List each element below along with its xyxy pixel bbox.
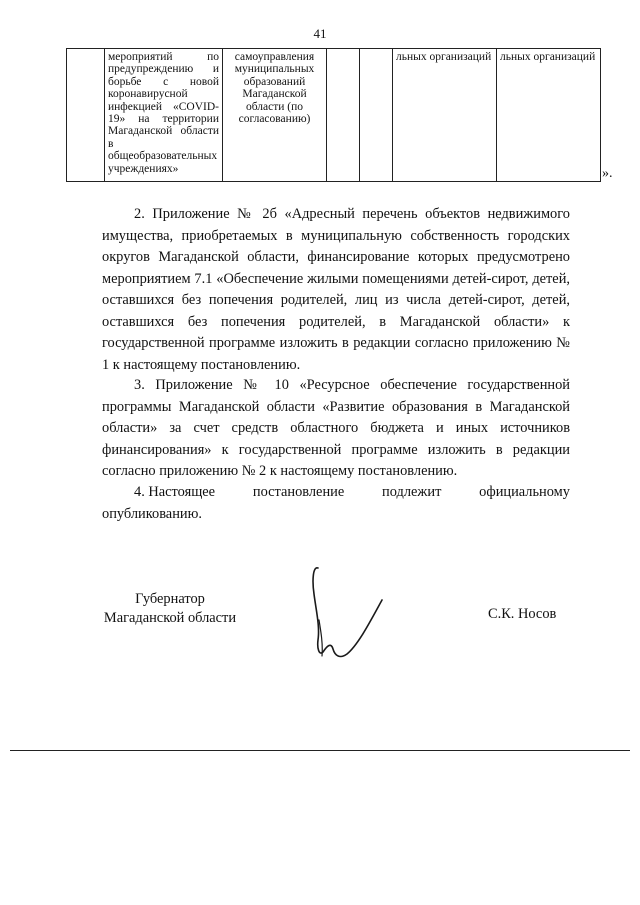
bottom-divider — [10, 750, 630, 751]
signatory-position — [100, 590, 240, 628]
table-cell-description: мероприятий по предупреждению и борьбе с новой коронавирусной инфекцией «COVID-19» на территории Магаданской области в общеобразовательных учреждениях» — [105, 49, 223, 182]
paragraph-4 — [102, 482, 570, 525]
table-cell-executor: самоуправления муниципальных образований Магаданской области (по согласованию) — [223, 49, 327, 182]
paragraph-4-word-2: постановление — [252, 484, 345, 500]
paragraph-3-text: 3. Приложение № 10 «Ресурсное обеспечение государственной программы Магаданской области «Развитие образования в Магаданской области» за счет средств областного бюджета и иных источников финансирования» к государственной программе изложить в редакции согласно приложению № 2 к настоящему постановлению. — [102, 377, 570, 479]
paragraph-2-text: 2. Приложение № 2б «Адресный перечень объектов недвижимого имущества, приобретаемых в муниципальную собственность городских округов Магаданской области, финансирование которых предусмотрено мероприятием 7.1 «Обеспечение жилыми помещениями детей-сирот, детей, оставшихся без попечения родителей, лиц из числа детей-сирот, детей, оставшихся без попечения родителей, в Магаданской области» к государственной программе изложить в редакции согласно приложению № 1 к настоящему постановлению. — [102, 206, 570, 373]
paragraph-4-word-3: подлежит — [382, 484, 442, 500]
table-cell-empty-a — [327, 49, 360, 182]
table-row — [67, 49, 601, 182]
table-cell-number — [67, 49, 105, 182]
paragraph-2 — [102, 204, 570, 376]
signatory-position-line-1: Губернатор — [135, 591, 205, 607]
table-cell-indicator-2: льных организаций — [497, 49, 601, 182]
paragraph-3 — [102, 375, 570, 483]
closing-quote: ». — [602, 166, 613, 181]
page-number: 41 — [313, 26, 327, 41]
handwritten-signature — [298, 560, 398, 670]
table-fragment — [66, 48, 601, 182]
signatory-position-line-2: Магаданской области — [103, 610, 237, 626]
table-cell-indicator-1: льных организаций — [393, 49, 497, 182]
paragraph-4-word-1: 4. Настоящее — [134, 484, 216, 500]
signatory-name: С.К. Носов — [488, 606, 557, 622]
paragraph-4-word-4: официальному — [479, 484, 570, 500]
paragraph-4-line-1 — [102, 482, 570, 504]
paragraph-4-line-2: опубликованию. — [102, 505, 202, 522]
table-cell-empty-b — [360, 49, 393, 182]
